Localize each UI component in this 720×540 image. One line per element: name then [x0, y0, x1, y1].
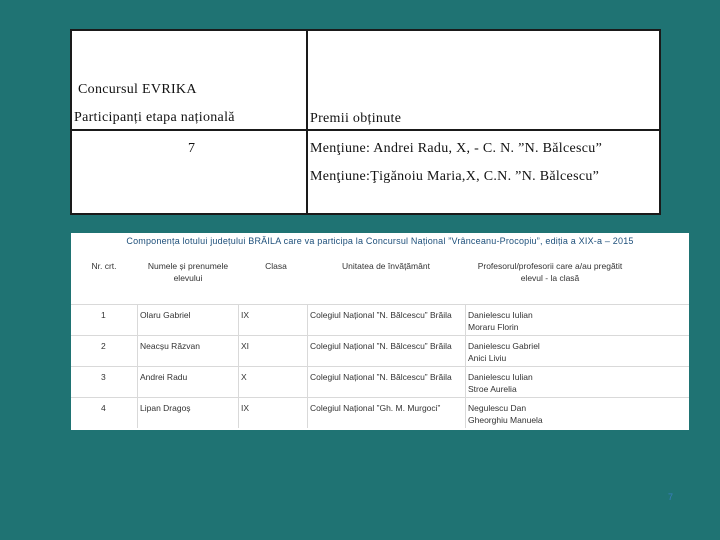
cell-class: IX — [241, 403, 250, 413]
cell-name: Lipan Dragoș — [140, 403, 191, 413]
header-teachers: Profesorul/profesorii care a/au pregătit elevul - la clasă — [477, 261, 623, 283]
cell-school: Colegiul Național ”Gh. M. Murgoci” — [310, 403, 441, 413]
row-divider — [72, 129, 659, 131]
results-table — [70, 29, 661, 215]
column-divider — [306, 31, 308, 213]
column-divider — [465, 304, 466, 428]
row-divider — [71, 335, 689, 336]
row-divider — [71, 366, 689, 367]
award-item: Menţiune:Ţigănoiu Maria,X, C.N. ”N. Bălcescu” — [310, 169, 600, 184]
cell-nr: 2 — [101, 341, 106, 351]
roster-title: Componența lotului județului BRĂILA care va participa la Concursul Național ”Vrânceanu-Procopiu”, ediția a XIX-a – 2015 — [126, 236, 634, 246]
cell-teacher: Anici Liviu — [468, 353, 507, 363]
column-divider — [137, 304, 138, 428]
cell-teacher: Moraru Florin — [468, 322, 519, 332]
header-school: Unitatea de învățământ — [342, 261, 430, 271]
header-nr: Nr. crt. — [91, 261, 117, 271]
column-divider — [307, 304, 308, 428]
header-class: Clasa — [265, 261, 287, 271]
page-number: 7 — [668, 492, 674, 502]
cell-name: Olaru Gabriel — [140, 310, 191, 320]
column-divider — [238, 304, 239, 428]
participants-header: Participanți etapa națională — [74, 110, 235, 125]
cell-school: Colegiul Național ”N. Bălcescu” Brăila — [310, 310, 452, 320]
cell-teacher: Gheorghiu Manuela — [468, 415, 543, 425]
cell-teacher: Stroe Aurelia — [468, 384, 517, 394]
cell-school: Colegiul Național ”N. Bălcescu” Brăila — [310, 341, 452, 351]
cell-teacher: Danielescu Iulian — [468, 372, 533, 382]
cell-class: IX — [241, 310, 250, 320]
row-divider — [71, 304, 689, 305]
cell-nr: 3 — [101, 372, 106, 382]
cell-nr: 4 — [101, 403, 106, 413]
participants-count: 7 — [188, 141, 196, 156]
cell-class: XI — [241, 341, 250, 351]
header-name: Numele și prenumele elevului — [147, 261, 229, 283]
award-item: Menţiune: Andrei Radu, X, - C. N. ”N. Bălcescu” — [310, 141, 603, 156]
roster-table — [71, 233, 689, 430]
cell-school: Colegiul Național ”N. Bălcescu” Brăila — [310, 372, 452, 382]
row-divider — [71, 397, 689, 398]
cell-teacher: Danielescu Iulian — [468, 310, 533, 320]
cell-teacher: Danielescu Gabriel — [468, 341, 540, 351]
cell-class: X — [241, 372, 247, 382]
cell-teacher: Negulescu Dan — [468, 403, 527, 413]
cell-name: Neacșu Răzvan — [140, 341, 201, 351]
cell-nr: 1 — [101, 310, 106, 320]
cell-name: Andrei Radu — [140, 372, 188, 382]
awards-header: Premii obținute — [310, 111, 402, 126]
contest-name: Concursul EVRIKA — [78, 82, 197, 97]
